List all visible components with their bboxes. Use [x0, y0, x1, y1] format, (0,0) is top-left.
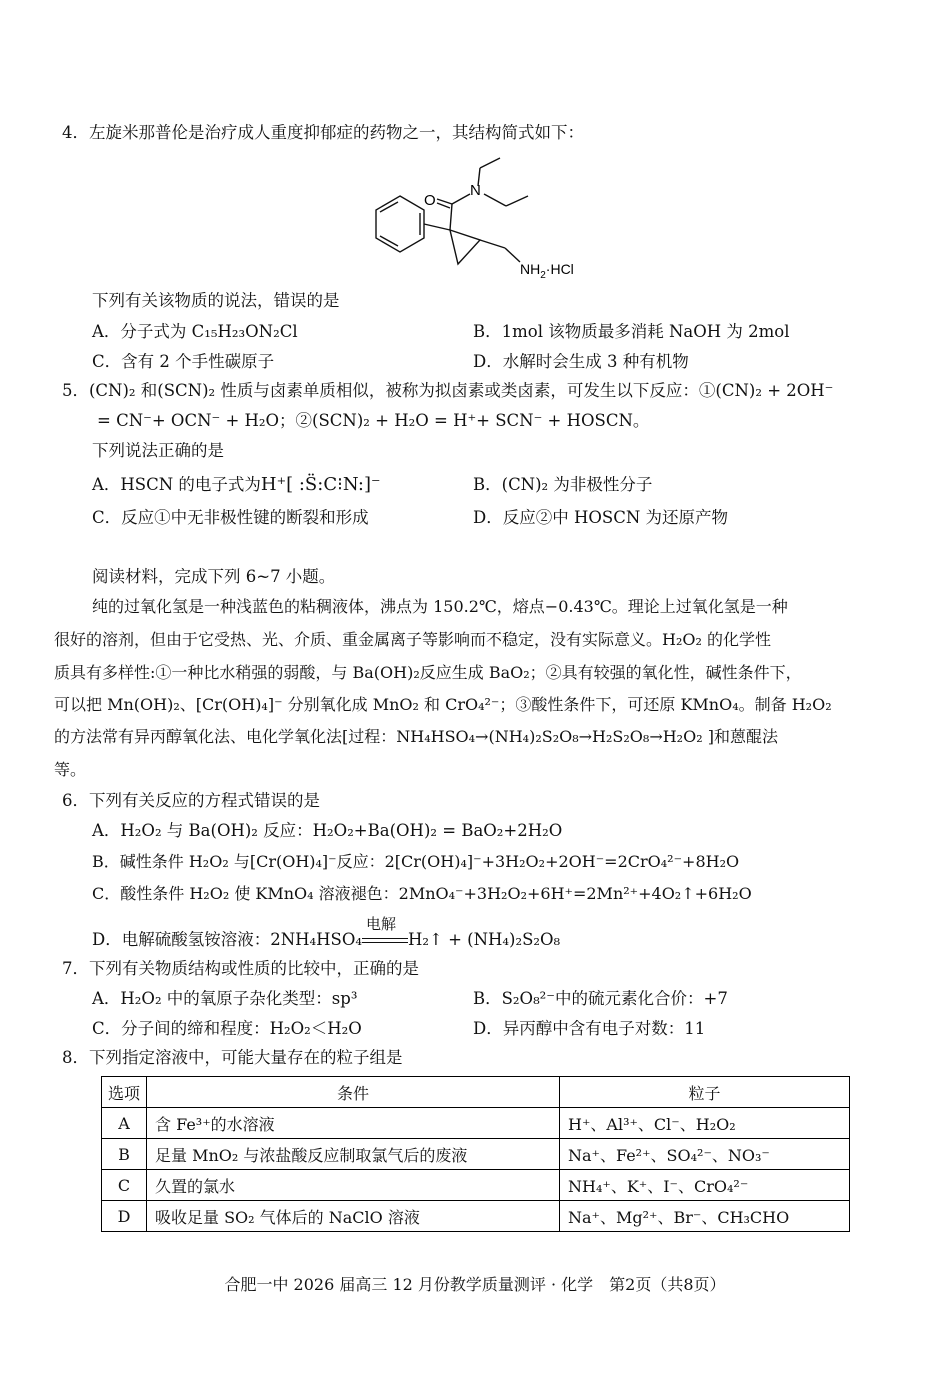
q4-option-c: C．含有 2 个手性碳原子	[92, 352, 275, 371]
reading-intro: 阅读材料，完成下列 6~7 小题。	[92, 567, 336, 586]
q5-stem-line2: = CN⁻+ OCN⁻ + H₂O；②(SCN)₂ + H₂O = H⁺+ SCN⁻ + HOSCN。	[97, 411, 650, 430]
reading-line-1: 纯的过氧化氢是一种浅蓝色的粘稠液体，沸点为 150.2℃，熔点−0.43℃。理论上过氧化氢是一种	[92, 597, 788, 616]
q6-option-b: B．碱性条件 H₂O₂ 与[Cr(OH)₄]⁻反应：2[Cr(OH)₄]⁻+3H₂O₂+2OH⁻=2CrO₄²⁻+8H₂O	[92, 852, 740, 871]
table-row	[102, 1139, 850, 1170]
oxygen-label: O	[424, 192, 436, 209]
q5-option-d: D．反应②中 HOSCN 为还原产物	[473, 508, 729, 527]
table-row	[102, 1201, 850, 1232]
reading-line-6: 等。	[54, 760, 87, 779]
q6-option-d: D．电解硫酸氢铵溶液：2NH₄HSO₄ 电解 H₂↑ + (NH₄)₂S₂O₈	[92, 915, 561, 949]
row-condition: 足量 MnO₂ 与浓盐酸反应制取氯气后的废液	[147, 1139, 560, 1170]
q4-option-a: A．分子式为 C₁₅H₂₃ON₂Cl	[92, 322, 298, 341]
header-condition: 条件	[147, 1077, 560, 1108]
q4-option-d: D．水解时会生成 3 种有机物	[473, 352, 689, 371]
q5-option-a: A．HSCN 的电子式为H⁺[ :S̈:C⁝N:]⁻	[92, 474, 381, 495]
row-option: D	[102, 1201, 147, 1232]
q5-option-c: C．反应①中无非极性键的断裂和形成	[92, 508, 369, 527]
row-condition: 久置的氯水	[147, 1170, 560, 1201]
header-option: 选项	[102, 1077, 147, 1108]
page-footer: 合肥一中 2026 届高三 12 月份教学质量测评 · 化学 第2页（共8页）	[224, 1275, 726, 1294]
q4-stem: 4．左旋米那普伦是治疗成人重度抑郁症的药物之一，其结构简式如下：	[62, 123, 584, 142]
q6-option-a: A．H₂O₂ 与 Ba(OH)₂ 反应：H₂O₂+Ba(OH)₂ = BaO₂+2H₂O	[92, 821, 563, 840]
q6-stem: 6．下列有关反应的方程式错误的是	[62, 791, 320, 810]
row-particles: Na⁺、Fe²⁺、SO₄²⁻、NO₃⁻	[560, 1139, 850, 1170]
reading-line-5: 的方法常有异丙醇氧化法、电化学氧化法[过程：NH₄HSO₄→(NH₄)₂S₂O₈→H₂S₂O₈→H₂O₂ ]和蒽醌法	[54, 727, 778, 746]
q8-stem: 8．下列指定溶液中，可能大量存在的粒子组是	[62, 1048, 403, 1067]
q5-stem-line1: 5．(CN)₂ 和(SCN)₂ 性质与卤素单质相似，被称为拟卤素或类卤素，可发生以下反应：①(CN)₂ + 2OH⁻	[62, 381, 834, 400]
row-condition: 吸收足量 SO₂ 气体后的 NaClO 溶液	[147, 1201, 560, 1232]
q7-stem: 7．下列有关物质结构或性质的比较中，正确的是	[62, 959, 419, 978]
q5-prompt: 下列说法正确的是	[92, 441, 224, 460]
electrolysis-arrow: 电解	[362, 929, 408, 951]
row-condition: 含 Fe³⁺的水溶液	[147, 1108, 560, 1139]
q5-option-b: B．(CN)₂ 为非极性分子	[473, 475, 653, 494]
reading-line-4: 可以把 Mn(OH)₂、[Cr(OH)₄]⁻ 分别氧化成 MnO₂ 和 CrO₄²⁻；③酸性条件下，可还原 KMnO₄。制备 H₂O₂	[54, 695, 832, 714]
table-header-row	[102, 1077, 850, 1108]
row-option: C	[102, 1170, 147, 1201]
row-particles: NH₄⁺、K⁺、I⁻、CrO₄²⁻	[560, 1170, 850, 1201]
row-particles: Na⁺、Mg²⁺、Br⁻、CH₃CHO	[560, 1201, 850, 1232]
q7-option-a: A．H₂O₂ 中的氧原子杂化类型：sp³	[92, 989, 358, 1008]
nitrogen-label: N	[470, 182, 481, 199]
amine-label: $NH_2\cdot HCl$	[520, 261, 574, 280]
q4-prompt: 下列有关该物质的说法，错误的是	[92, 291, 340, 310]
hscn-electron-formula: H⁺[ :S̈:C⁝N:]⁻	[260, 474, 381, 495]
header-particles: 粒子	[560, 1077, 850, 1108]
q7-option-b: B．S₂O₈²⁻中的硫元素化合价：+7	[473, 989, 728, 1008]
q7-option-c: C．分子间的缔和程度：H₂O₂＜H₂O	[92, 1019, 362, 1038]
reading-line-3: 质具有多样性:①一种比水稍强的弱酸，与 Ba(OH)₂反应生成 BaO₂；②具有较强的氧化性，碱性条件下，	[54, 663, 802, 682]
row-option: B	[102, 1139, 147, 1170]
table-row	[102, 1170, 850, 1201]
reading-line-2: 很好的溶剂，但由于它受热、光、介质、重金属离子等影响而不稳定，没有实际意义。H₂O₂ 的化学性	[54, 630, 771, 649]
q8-table	[101, 1076, 850, 1232]
molecule-structure	[340, 150, 600, 280]
q7-option-d: D．异丙醇中含有电子对数：11	[473, 1019, 706, 1038]
q4-option-b: B．1mol 该物质最多消耗 NaOH 为 2mol	[473, 322, 790, 341]
q6-option-c: C．酸性条件 H₂O₂ 使 KMnO₄ 溶液褪色：2MnO₄⁻+3H₂O₂+6H⁺=2Mn²⁺+4O₂↑+6H₂O	[92, 884, 752, 903]
row-particles: H⁺、Al³⁺、Cl⁻、H₂O₂	[560, 1108, 850, 1139]
table-row	[102, 1108, 850, 1139]
row-option: A	[102, 1108, 147, 1139]
